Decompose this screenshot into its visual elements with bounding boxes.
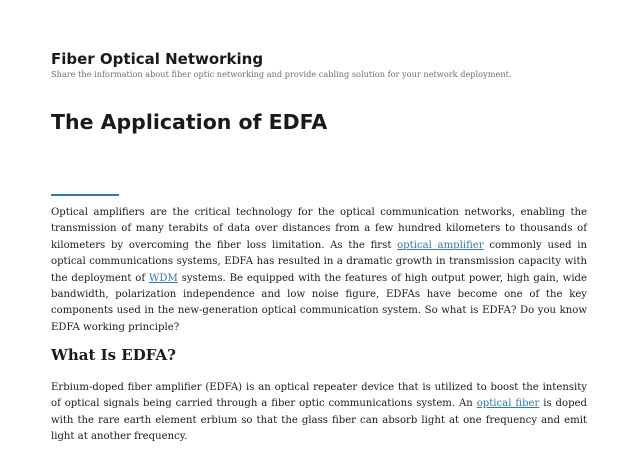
- title-separator: [51, 194, 119, 196]
- edfa-paragraph: [51, 380, 587, 446]
- section-heading-what-is-edfa: What Is EDFA?: [51, 346, 176, 364]
- edfa-text-1: Erbium-doped fiber amplifier (EDFA) is an optical repeater device that is utilized to boost the intensity of optical signals being carried through a fiber optic communications system. An: [51, 382, 587, 410]
- article-title: The Application of EDFA: [51, 110, 328, 134]
- wdm-link[interactable]: WDM: [148, 272, 178, 284]
- site-title[interactable]: Fiber Optical Networking: [51, 50, 264, 68]
- optical-fiber-link[interactable]: optical fiber: [476, 398, 540, 410]
- intro-text-3: systems. Be equipped with the features of high output power, high gain, wide bandwidth, polarization independence and low noise figure, EDFAs have become one of the key components used in the new-generation optical communication system. So what is EDFA? Do you know EDFA working principle?: [51, 272, 587, 333]
- edfa-text-2: is doped with the rare earth element erbium so that the glass fiber can absorb light at one frequency and emit light at another frequency.: [51, 398, 587, 443]
- intro-paragraph: [51, 205, 587, 336]
- intro-text-1: Optical amplifiers are the critical technology for the optical communication networks, enabling the transmission of many terabits of data over distances from a few hundred kilometers to thousands of kilometers by overcoming the fiber loss limitation. As the first: [51, 207, 587, 251]
- intro-text-2: commonly used in optical communications systems, EDFA has resulted in a dramatic growth in transmission capacity with the deployment of: [51, 239, 588, 284]
- site-description: Share the information about fiber optic networking and provide cabling solution for your network deployment.: [51, 69, 512, 79]
- optical-amplifier-link[interactable]: optical amplifier: [397, 239, 484, 251]
